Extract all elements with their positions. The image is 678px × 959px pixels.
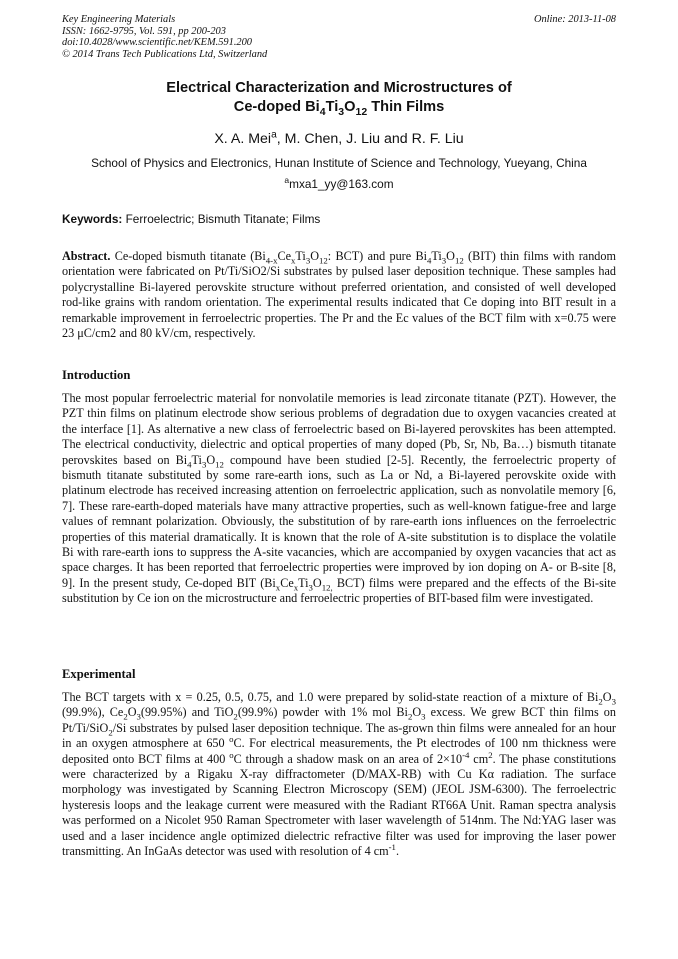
title-line-1: Electrical Characterization and Microstructures of [166, 80, 512, 96]
author-list: X. A. Mei$^a$, M. Chen, J. Liu and R. F. Liu [214, 129, 464, 147]
affiliation: School of Physics and Electronics, Hunan Institute of Science and Technology, Yueyang, China [91, 156, 587, 170]
journal-name: Key Engineering Materials [62, 14, 176, 25]
experimental-heading: Experimental [62, 667, 136, 681]
keywords-label: Keywords: [62, 212, 123, 226]
journal-header [62, 14, 616, 60]
abstract-label: Abstract. [62, 249, 111, 263]
paper-title [62, 79, 616, 116]
introduction-heading: Introduction [62, 368, 131, 382]
copyright-line: © 2014 Trans Tech Publications Ltd, Switzerland [62, 48, 268, 60]
doi-line: doi:10.4028/www.scientific.net/KEM.591.200 [62, 37, 252, 49]
introduction-body: The most popular ferroelectric material for nonvolatile memories is lead zirconate titanate (PZT). However, the PZT thin films on platinum electrode show serious problems of degradation due to oxygen vacancies created at the interface [1]. As alternative a new class of ferroelectric based on Bi-layered perovskites has been attempted. The electrical conductivity, dielectric and optical properties of many doped (Pb, Sr, Nb, Ba…) bismuth titanate perovskites based on $Bi_4Ti_3O_{12}$ compound have been studied [2-5]. Recently, the ferroelectric property of bismuth titanate substituted by some rare-earth ions, such as La or Nd, a Bi-layered perovskite oxide with platinum electrode has received increasing attention on ferroelectric application, such as nonvolatile memory [6, 7]. These rare-earth-doped materials have many attractive properties, such as well-known fatigue-free and large values of remnant polarization. Obviously, the substitution of by rare-earth ions influences on the ferroelectric properties of this material dramatically. It is known that the role of A-site substitution is to displace the volatile Bi with rare-earth ions to suppress the A-site vacancies, which are accompanied by oxygen vacancies that act as space charges. It has been reported that ferroelectric properties were improved by ion doping on A- or B-site [8, 9]. In the present study, Ce-doped BIT ($Bi_xCe_xTi_3O_{12,}$ BCT) films were prepared and the effects of the Bi-site substitution by Ce ion on the microstructure and ferroelectric properties of BIT-based film were investigated. [62, 391, 616, 606]
keywords: Keywords: Ferroelectric; Bismuth Titanate; Films [62, 212, 321, 226]
issn-line: ISSN: 1662-9795, Vol. 591, pp 200-203 [62, 25, 226, 37]
abstract: Abstract. Ce-doped bismuth titanate ($Bi_{4-x}Ce_xTi_3O_{12}$: BCT) and pure $Bi_4Ti_3O_{12}$ (BIT) thin films with random orientation were fabricated on Pt/Ti/SiO2/Si substrates by pulsed laser deposition technique. These samples had polycrystalline Bi-layered perovskite structure without preferred orientation, and consisted of well developed rod-like grains with random orientation. The experimental results indicated that Ce doping into BIT result in a remarkable improvement in ferroelectric properties. The Pr and the Ec values of the BCT film with x=0.75 were 23 μC/cm2 and 80 kV/cm, respectively. [62, 249, 616, 341]
experimental-body: The BCT targets with x = 0.25, 0.5, 0.75, and 1.0 were prepared by solid-state reaction of a mixture of $Bi_2O_3$ (99.9%), $Ce_2O_3(99.95\%)$ and TiO$_2$(99.9%) powder with 1% mol $Bi_2O_3$ excess. We grew BCT thin films on Pt/Ti/SiO$_2$/Si substrates by pulsed laser deposition technique. The as-grown thin films were annealed for an hour in an oxygen atmosphere at 650 $^o$C. For electrical measurements, the Pt electrodes of 100 nm thickness were deposited onto BCT films at 400 $^o$C through a shadow mask on an area of $2\times 10^{-4}$ $cm^2$. The phase constitutions were characterized by a Rigaku X-ray diffractometer (D/MAX-RB) with Cu Kα radiation. The surface morphology was investigated by Scanning Electron Microscopy (SEM) (JEOL JSM-6300). The ferroelectric hysteresis loops and the leakage current were measured with the Radiant RT66A Unit. Raman spectra analysis was performed on a Nicolet 950 Raman Spectrometer with laser wavelength of 514nm. The Nd:YAG laser was used and a laser incidence angle optimized dielectric refractive filter was used for improving the laser power transmitting. An InGaAs detector was used with resolution of 4 $cm^{-1}$. [62, 690, 616, 859]
online-date: Online: 2013-11-08 [533, 14, 616, 25]
author-email: $^a$mxa1_yy@163.com [284, 175, 394, 191]
title-line-2: Ce-doped $Bi_4Ti_3O_{12}$ Thin Films [233, 98, 445, 118]
